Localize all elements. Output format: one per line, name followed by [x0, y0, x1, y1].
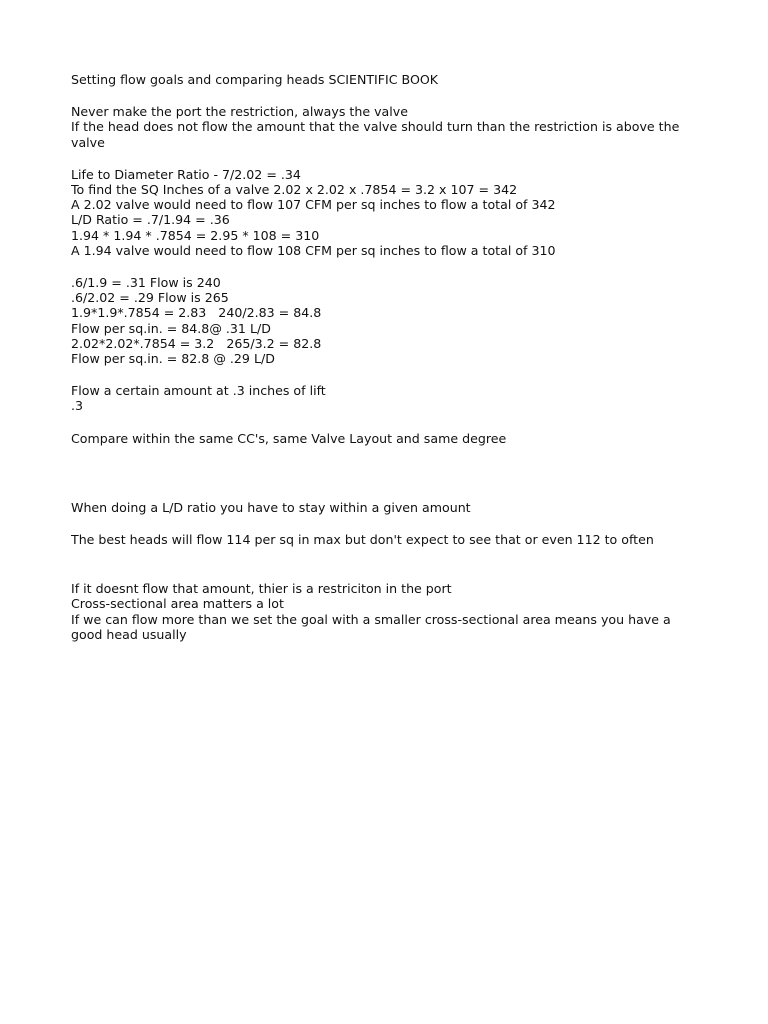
text-line: When doing a L/D ratio you have to stay within a given amount	[71, 499, 471, 515]
text-line: Compare within the same CC's, same Valve Layout and same degree	[71, 430, 507, 446]
text-line: Never make the port the restriction, always the valve	[71, 104, 408, 120]
text-line: A 2.02 valve would need to flow 107 CFM per sq inches to flow a total of 342	[71, 197, 556, 213]
text-line: .6/2.02 = .29 Flow is 265	[71, 290, 229, 306]
paragraph-port-restriction	[71, 104, 691, 150]
paragraph-lift	[71, 383, 691, 413]
paragraph-flow-calcs	[71, 275, 691, 366]
text-line: If it doesnt flow that amount, thier is a restriciton in the port	[71, 581, 452, 597]
document-title	[71, 72, 691, 87]
text-line: To find the SQ Inches of a valve 2.02 x 2.02 x .7854 = 3.2 x 107 = 342	[71, 182, 518, 198]
text-line: 1.9*1.9*.7854 = 2.83 240/2.83 = 84.8	[71, 305, 322, 321]
paragraph-best-heads	[71, 532, 691, 547]
paragraph-ld-ratio	[71, 167, 691, 258]
title-line: Setting flow goals and comparing heads SCIENTIFIC BOOK	[71, 72, 439, 87]
text-line: .3	[71, 398, 84, 414]
text-line: If the head does not flow the amount that the valve should turn than the restriction is above the valve	[71, 119, 684, 150]
text-line: The best heads will flow 114 per sq in max but don't expect to see that or even 112 to often	[71, 532, 654, 548]
text-line: Flow per sq.in. = 84.8@ .31 L/D	[71, 320, 271, 336]
paragraph-compare	[71, 431, 691, 446]
text-line: L/D Ratio = .7/1.94 = .36	[71, 212, 230, 228]
text-line: Life to Diameter Ratio - 7/2.02 = .34	[71, 166, 301, 182]
document-page	[71, 72, 691, 659]
text-line: .6/1.9 = .31 Flow is 240	[71, 275, 221, 291]
paragraph-cross-section	[71, 581, 691, 642]
text-line: Flow per sq.in. = 82.8 @ .29 L/D	[71, 351, 275, 367]
text-line: Cross-sectional area matters a lot	[71, 596, 284, 612]
text-line: A 1.94 valve would need to flow 108 CFM per sq inches to flow a total of 310	[71, 242, 556, 258]
text-line: Flow a certain amount at .3 inches of lift	[71, 383, 326, 399]
text-line: 1.94 * 1.94 * .7854 = 2.95 * 108 = 310	[71, 227, 320, 243]
text-line: If we can flow more than we set the goal with a smaller cross-sectional area means you have a good head usually	[71, 611, 675, 642]
paragraph-ld-limit	[71, 500, 691, 515]
text-line: 2.02*2.02*.7854 = 3.2 265/3.2 = 82.8	[71, 335, 322, 351]
